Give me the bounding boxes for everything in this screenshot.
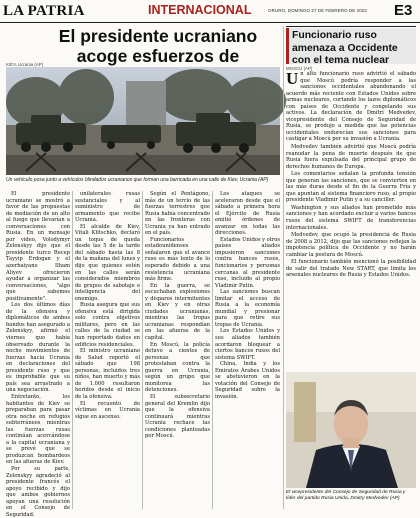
street-barricade-photo — [6, 67, 280, 175]
column-rule — [212, 191, 213, 509]
drop-cap: U — [286, 69, 299, 88]
main-paragraph: unilaterales rusas sustanciales y al suministro de armamento que recibe Ucrania. — [75, 191, 140, 224]
main-paragraph: China, India y los Emiratos Árabes Unidos se abstuvieron en la votación del Consejo de Seguridad sobre la invasión. — [215, 361, 280, 400]
side-headline: Funcionario ruso amenaza a Occidente con el tema nuclear — [286, 28, 416, 64]
main-photo-caption — [6, 177, 280, 183]
side-paragraph: El funcionario también mencionó la posibilidad de salir del tratado New START, que limita los arsenales nucleares de Rusia y Estados Unidos. — [286, 259, 416, 279]
side-paragraph: Medvedev, que ocupó la presidencia de Rusia de 2008 a 2012, dijo que las sanciones reflejan la impotencia política de Occidente y no harán cambiar la postura de Moscú. — [286, 232, 416, 258]
column-rule — [72, 191, 73, 509]
column-rule — [142, 191, 143, 509]
main-caption-text: Un vehículo posa junto a vehículos blindados ucranianos que forman una barricada en una calle de Kiev, Ucrania — [6, 177, 257, 183]
main-column-4 — [215, 191, 280, 509]
side-paragraph — [286, 71, 416, 143]
section-divider — [283, 26, 284, 509]
side-body — [286, 71, 416, 369]
main-column-1 — [6, 191, 70, 518]
main-credit: KIEV, Ucrania (AP) — [6, 62, 44, 67]
main-paragraph: Los ataques se aceleraron desde que el sábado a primera hora el Ejército de Rusia emitió órdenes de avanzar en todas las direcciones. — [215, 191, 280, 237]
side-paragraph: Los comentarios señalan la profunda tensión que generan las sanciones, que se convierten en las más duras desde el fin de la Guerra Fría y que apuntan al sistema financiero ruso, al propio presidente Vladimir Putin y a su canciller. — [286, 171, 416, 204]
main-column-2 — [75, 191, 140, 509]
page-number: E3 — [394, 2, 413, 19]
main-paragraph: Rusia asegura que sus ofensiva está dirigida solo contra objetivos militares, pero en las calles de la ciudad se han reportado daños en edificios residenciales. — [75, 302, 140, 348]
side-top-rule — [286, 26, 416, 27]
main-paragraph: Entretanto, los habitantes de Kiev se preparaban para pasar otra noche en refugios subterráneos mientras las fuerzas rusas continúan acercándose a la capital ucraniana y se prevé que se produzcan bombardeos en las afueras de Kiev. — [6, 393, 70, 466]
main-paragraph: En Moscú, la policía detuvo a cientos de personas que protestaban contra la guerra en Ucrania, según un grupo que monitorea las detenciones. — [145, 341, 210, 394]
side-caption-text: El vicepresidente del Consejo de Seguridad de Rusia y líder del partido Rusia Unida, Dmitry Medvedev — [286, 490, 406, 501]
side-paragraph: Washington y sus aliados han prometido más sanciones y han acordado excluir a varios bancos rusos del sistema SWIFT de transferencias internacionales. — [286, 204, 416, 231]
main-headline: El presidente ucraniano acoge esfuerzos de — [58, 26, 258, 66]
side-credit: MOSCÚ (AP) — [286, 66, 313, 71]
main-paragraph: El subsecretario general del Kremlin dijo que la ofensiva continuará mientras Ucrania rechace las condiciones planteadas por Moscú. — [145, 393, 210, 440]
main-paragraph: Según el Pentágono, más de un tercio de las fuerzas terrestres que Rusia había concentrado en las fronteras con Ucrania ya han entrado en el país. — [145, 191, 210, 237]
main-paragraph: Estados Unidos y otros países aliados impusieron sanciones contra bancos rusos, funcionarios y personas cercanas al presidente ruso, incluido al propio Vladimir Putin. — [215, 236, 281, 289]
side-caption-credit: (AP) — [389, 495, 400, 501]
side-photo-caption — [286, 490, 416, 502]
main-paragraph: En la guerra, se escuchaban explosiones y disparos intermitentes en Kiev y en otras ciudades ucranianas, mientras las tropas ucranianas respondían en las afueras de la capital. — [145, 282, 210, 342]
dateline: ORURO, DOMINGO 27 DE FEBRERO DE 2022 — [268, 8, 367, 13]
medvedev-photo — [286, 372, 416, 488]
main-paragraph: Funcionarios estadounidenses señalaron que el avance ruso es más lento de lo esperado debido a una resistencia ucraniana más firme. — [145, 236, 210, 283]
main-paragraph: El ministro ucraniano de Salud reportó el sábado que 198 personas, incluidos tres niños, han muerto y más de 1.000 resultaron heridos desde el inicio de la ofensiva. — [75, 348, 140, 400]
section-title: INTERNACIONAL — [148, 3, 252, 17]
masthead: LA PATRIA — [3, 3, 85, 19]
main-paragraph: Los dos últimos días de la ofensiva y diplomáticos de ambos bandos han asegurado a Zelenskyy, afirmó el viernes que había observado durante la noche movimientos de fuerzas hacia Ucrania en declaraciones del presidente ruso y que es improbable que su país sea arrastrado a una negociación. — [6, 302, 70, 394]
side-paragraph-text: n alto funcionario ruso advirtió el sábado que Moscú podría responder a las sanciones occidentales abandonando el acuerdo más reciente con Estados Unidos sobre armas nucleares, cortando los lazos diplomáticos con países de Occidente y congelando sus activos. La declaración de Dmitri Medvedev, vicepresidente del Consejo de Seguridad de Rusia, se produjo a medida que las potencias occidentales endurecían sus sanciones para castigar a Moscú por su invasión a Ucrania. — [286, 71, 416, 143]
main-paragraph: El presidente ucraniano se mostró a favor de las propuestas de mediación de un alto al fuego que llevarían a conversaciones con Rusia. En un mensaje por video, Volodymyr Zelenskyy dijo que el presidente turco Recep Tayyip Erdogan y el azerbaiyano Ilham Aliyev ofrecieron ayudar a organizar las conversaciones, "algo que sabemos positivamente". — [6, 191, 70, 302]
main-caption-credit: (AP) — [258, 177, 269, 183]
main-paragraph: El alcalde de Kiev, Vitali Klitschko, declaró un toque de queda desde las 5 de la tarde del sábado hasta las 8 de la mañana del lunes y dijo que quienes estén en las calles serán considerados miembros de grupos de sabotaje e inteligencia del enemigo. — [75, 223, 140, 302]
side-paragraph: Medvedev también advirtió que Moscú podría reanudar la pena de muerte después de que Rusia fuera expulsada del principal grupo de derechos humanos de Europa. — [286, 144, 416, 170]
main-paragraph: Por su parte, Zelenskyy agradeció al presidente francés el apoyo recibido y dijo que ambos gobiernos apoyan una resolución en el Consejo de Seguridad. — [6, 465, 70, 518]
main-paragraph: El recuento de víctimas en Ucrania sigue en ascenso. — [75, 400, 140, 420]
main-paragraph: Las sanciones buscan limitar el acceso de Rusia a la economía mundial y presionar para que retire sus tropas de Ucrania. — [215, 289, 280, 328]
main-paragraph: Los Estados Unidos y sus aliados también acordaron bloquear a ciertos bancos rusos del sistema SWIFT. — [215, 328, 280, 361]
main-column-3 — [145, 191, 210, 509]
